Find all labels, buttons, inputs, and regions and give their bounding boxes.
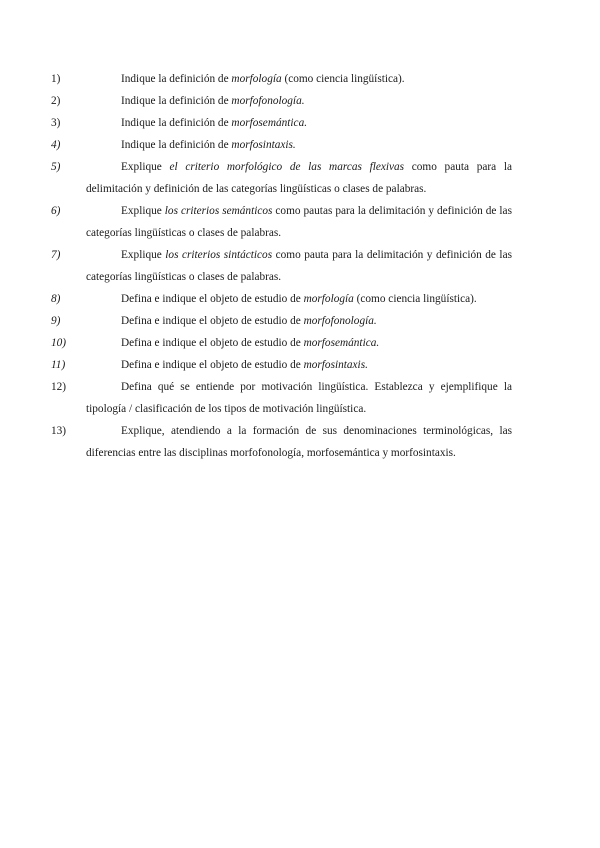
question-text: como pauta para la delimitación y definición de las categorías lingüísticas o clases de palabras. — [86, 161, 512, 195]
question-item — [51, 376, 512, 420]
question-item — [51, 134, 512, 156]
question-text: Explique — [121, 161, 170, 173]
question-text: Indique la definición de — [121, 73, 232, 85]
question-item — [51, 288, 512, 310]
question-item — [51, 200, 512, 244]
question-text: Explique — [121, 205, 165, 217]
question-item — [51, 420, 512, 464]
question-term: morfosemántica. — [303, 337, 380, 349]
question-term: morfosintaxis. — [303, 359, 368, 371]
question-text: Indique la definición de — [121, 117, 232, 129]
question-text: Defina qué se entiende por motivación lingüística. Establezca y ejemplifique la tipología / clasificación de los tipos de motivación lingüística. — [86, 381, 512, 415]
question-term: morfofonología. — [303, 315, 377, 327]
question-text: Defina e indique el objeto de estudio de — [121, 337, 304, 349]
question-term: los criterios sintácticos — [165, 249, 273, 261]
question-item — [51, 90, 512, 112]
question-number: 5) — [51, 161, 61, 173]
question-item — [51, 68, 512, 90]
question-number: 1) — [51, 73, 61, 85]
question-number: 11) — [51, 359, 66, 371]
question-term: morfología — [303, 293, 354, 305]
question-term: el criterio morfológico de las marcas flexivas — [169, 161, 405, 173]
question-number: 12) — [51, 381, 67, 393]
question-term: morfosemántica. — [231, 117, 308, 129]
question-item — [51, 332, 512, 354]
question-item — [51, 354, 512, 376]
question-text: Indique la definición de — [121, 139, 232, 151]
question-number: 4) — [51, 139, 61, 151]
question-text: como pauta para la delimitación y definición de las categorías lingüísticas o clases de palabras. — [86, 249, 512, 283]
question-number: 7) — [51, 249, 61, 261]
question-item — [51, 112, 512, 134]
question-number: 9) — [51, 315, 61, 327]
question-number: 3) — [51, 117, 61, 129]
question-text: Defina e indique el objeto de estudio de — [121, 315, 304, 327]
question-text: Indique la definición de — [121, 95, 232, 107]
question-text: Defina e indique el objeto de estudio de — [121, 293, 304, 305]
question-text: Defina e indique el objeto de estudio de — [121, 359, 304, 371]
question-term: morfosintaxis. — [231, 139, 296, 151]
question-number: 8) — [51, 293, 61, 305]
question-term: morfofonología. — [231, 95, 305, 107]
question-number: 2) — [51, 95, 61, 107]
question-text: como pautas para la delimitación y definición de las categorías lingüísticas o clases de palabras. — [86, 205, 512, 239]
question-text: Explique, atendiendo a la formación de sus denominaciones terminológicas, las diferencias entre las disciplinas morfofonología, morfosemántica y morfosintaxis. — [86, 425, 512, 459]
question-number: 10) — [51, 337, 67, 349]
question-term: los criterios semánticos — [164, 205, 273, 217]
question-item — [51, 156, 512, 200]
question-item — [51, 310, 512, 332]
question-item — [51, 244, 512, 288]
question-list — [51, 68, 512, 464]
question-term: morfología — [231, 73, 282, 85]
question-text: Explique — [121, 249, 166, 261]
question-number: 6) — [51, 205, 61, 217]
question-number: 13) — [51, 425, 67, 437]
question-text: (como ciencia lingüística). — [281, 73, 405, 85]
question-text: (como ciencia lingüística). — [353, 293, 477, 305]
